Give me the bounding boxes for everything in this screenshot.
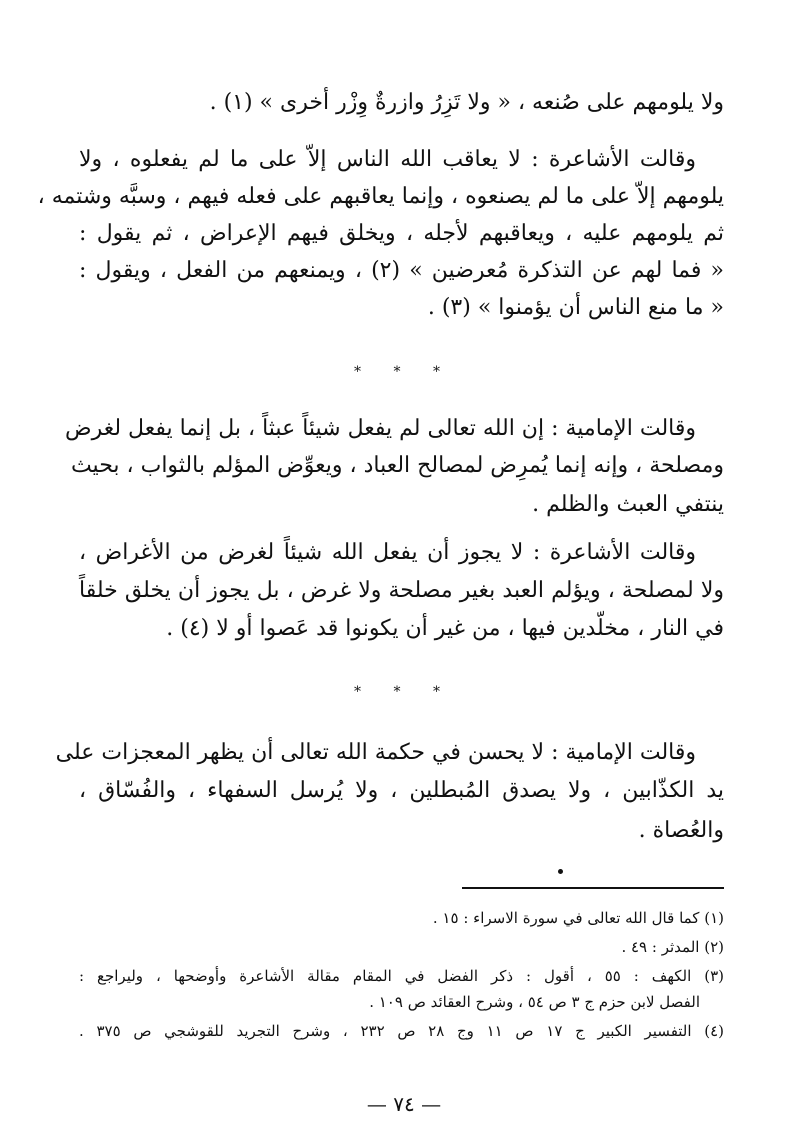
footnote-rule (462, 887, 724, 889)
footnote-dot (558, 869, 563, 874)
text-line-p5-1: وقالت الإمامية : لا يحسن في حكمة الله تعالى أن يظهر المعجزات على (55, 740, 696, 765)
text-line-p3-2: ومصلحة ، وإنه إنما يُمرِض لمصالح العباد ، ويعوِّض المؤلم بالثواب ، بحيث (70, 453, 724, 478)
footnote-3-continued: الفصل لابن حزم ج ٣ ص ٥٤ ، وشرح العقائد ص ١٠٩ . (369, 993, 700, 1011)
text-line-p1-1: ولا يلومهم على صُنعه ، « ولا تَزِرُ وازرةٌ وِزْر أخرى » (١) . (209, 90, 724, 115)
footnote-3: (٣) الكهف : ٥٥ ، أقول : ذكر الفضل في المقام مقالة الأشاعرة وأوضحها ، وليراجع : (79, 967, 724, 985)
text-line-p5-3: والعُصاة . (638, 818, 724, 843)
text-line-p5-2: يد الكذّابين ، ولا يصدق المُبطلين ، ولا يُرسل السفهاء ، والفُسّاق ، (79, 778, 724, 803)
text-line-p2-1: وقالت الأشاعرة : لا يعاقب الله الناس إلاّ على ما لم يفعلوه ، ولا (79, 147, 696, 172)
text-line-p4-1: وقالت الأشاعرة : لا يجوز أن يفعل الله شيئاً لغرض من الأغراض ، (79, 540, 696, 565)
text-line-p2-2: يلومهم إلاّ على ما لم يصنعوه ، وإنما يعاقبهم على فعله فيهم ، وسبَّه وشتمه ، (37, 184, 724, 209)
text-line-p2-3: ثم يلومهم عليه ، ويعاقبهم لأجله ، ويخلق فيهم الإعراض ، ثم يقول : (79, 221, 724, 246)
section-separator: * * * (354, 684, 454, 700)
footnote-1: (١) كما قال الله تعالى في سورة الاسراء : ١٥ . (432, 909, 724, 927)
page-number: — ٧٤ — (366, 1092, 442, 1116)
text-line-p4-2: ولا لمصلحة ، ويؤلم العبد بغير مصلحة ولا غرض ، بل يجوز أن يخلق خلقاً (79, 578, 724, 603)
text-line-p3-1: وقالت الإمامية : إن الله تعالى لم يفعل شيئاً عبثاً ، بل إنما يفعل لغرض (65, 416, 696, 441)
text-line-p4-3: في النار ، مخلّدين فيها ، من غير أن يكونوا قد عَصوا أو لا (٤) . (166, 616, 724, 641)
footnote-2: (٢) المدثر : ٤٩ . (621, 938, 724, 956)
text-line-p3-3: ينتفي العبث والظلم . (532, 492, 724, 517)
text-line-p2-5: « ما منع الناس أن يؤمنوا » (٣) . (427, 295, 724, 320)
section-separator: * * * (354, 364, 454, 380)
text-line-p2-4: « فما لهم عن التذكرة مُعرضين » (٢) ، ويمنعهم من الفعل ، ويقول : (79, 258, 725, 283)
footnote-4: (٤) التفسير الكبير ج ١٧ ص ١١ وج ٢٨ ص ٢٣٢ ، وشرح التجريد للقوشجي ص ٣٧٥ . (79, 1022, 725, 1040)
